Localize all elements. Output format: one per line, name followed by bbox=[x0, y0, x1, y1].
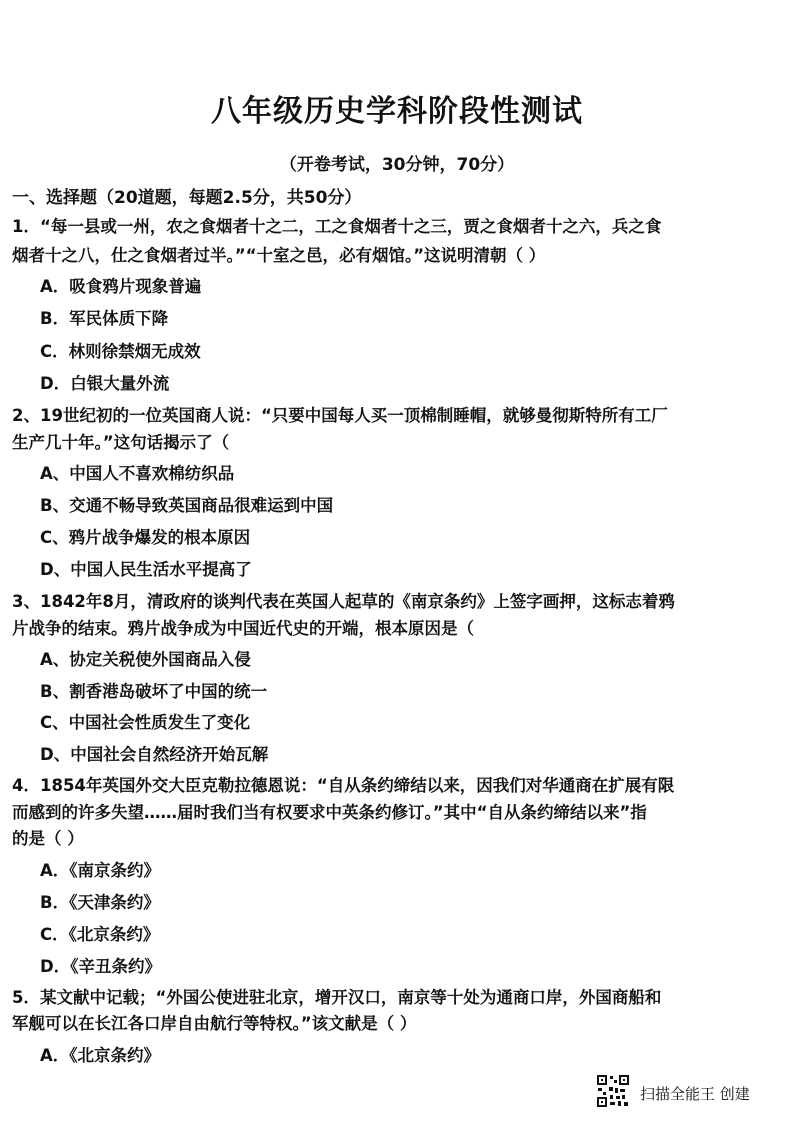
question-3-stem-line-1: 3、1842年8月，清政府的谈判代表在英国人起草的《南京条约》上签字画押，这标志着鸦 bbox=[12, 592, 675, 611]
question-2-option-b: B、交通不畅导致英国商品很难运到中国 bbox=[40, 496, 334, 515]
page-title: 八年级历史学科阶段性测试 bbox=[211, 94, 583, 129]
question-5-stem-line-2: 军舰可以在长江各口岸自由航行等特权。”该文献是（ ） bbox=[12, 1014, 417, 1033]
question-2-stem-line-1: 2、19世纪初的一位英国商人说：“只要中国每人买一顶棉制睡帽，就够曼彻斯特所有工厂 bbox=[12, 406, 668, 425]
question-5-stem-line-1: 5．某文献中记载；“外国公使进驻北京，增开汉口，南京等十处为通商口岸，外国商船和 bbox=[12, 988, 662, 1007]
question-2-option-d: D、中国人民生活水平提高了 bbox=[40, 560, 252, 579]
question-1-option-c: C．林则徐禁烟无成效 bbox=[40, 342, 201, 361]
question-4-stem-line-1: 4．1854年英国外交大臣克勒拉德恩说：“自从条约缔结以来，因我们对华通商在扩展有限 bbox=[12, 776, 675, 795]
question-3-option-d: D、中国社会自然经济开始瓦解 bbox=[40, 745, 269, 764]
scanner-watermark bbox=[596, 1074, 786, 1112]
question-2-stem-line-2: 生产几十年。”这句话揭示了（ bbox=[12, 433, 230, 452]
question-3-option-c: C、中国社会性质发生了变化 bbox=[40, 713, 251, 732]
question-4-stem-line-2: 而感到的许多失望……届时我们当有权要求中英条约修订。”其中“自从条约缔结以来”指 bbox=[12, 803, 647, 822]
question-2-option-a: A、中国人不喜欢棉纺织品 bbox=[40, 464, 235, 483]
question-4-option-b: B．《天津条约》 bbox=[40, 893, 160, 912]
question-4-option-c: C．《北京条约》 bbox=[40, 925, 160, 944]
exam-info: （开卷考试，30分钟，70分） bbox=[279, 155, 515, 175]
question-1-stem-line-1: 1．“每一县或一州，农之食烟者十之二，工之食烟者十之三，贾之食烟者十之六，兵之食 bbox=[12, 217, 662, 236]
question-4-stem-line-3: 的是（ ） bbox=[12, 829, 84, 848]
question-1-stem-line-2: 烟者十之八，仕之食烟者过半。”“十室之邑，必有烟馆。”这说明清朝（ ） bbox=[12, 246, 546, 265]
question-3-option-b: B、割香港岛破坏了中国的统一 bbox=[40, 682, 268, 701]
scanner-credit-text: 扫描全能王 创建 bbox=[640, 1085, 750, 1103]
question-1-option-d: D．白银大量外流 bbox=[40, 374, 170, 393]
question-3-option-a: A、协定关税使外国商品入侵 bbox=[40, 650, 251, 669]
question-1-option-b: B．军民体质下降 bbox=[40, 309, 169, 328]
question-2-option-c: C、鸦片战争爆发的根本原因 bbox=[40, 528, 251, 547]
question-3-stem-line-2: 片战争的结束。鸦片战争成为中国近代史的开端，根本原因是（ bbox=[12, 619, 474, 638]
question-1-option-a: A．吸食鸦片现象普遍 bbox=[40, 277, 202, 296]
section-heading: 一、选择题（20道题，每题2.5分，共50分） bbox=[12, 188, 362, 208]
question-4-option-a: A．《南京条约》 bbox=[40, 861, 161, 880]
question-4-option-d: D．《辛丑条约》 bbox=[40, 957, 161, 976]
qr-code-icon bbox=[596, 1074, 630, 1108]
question-5-option-a: A．《北京条约》 bbox=[40, 1046, 161, 1065]
